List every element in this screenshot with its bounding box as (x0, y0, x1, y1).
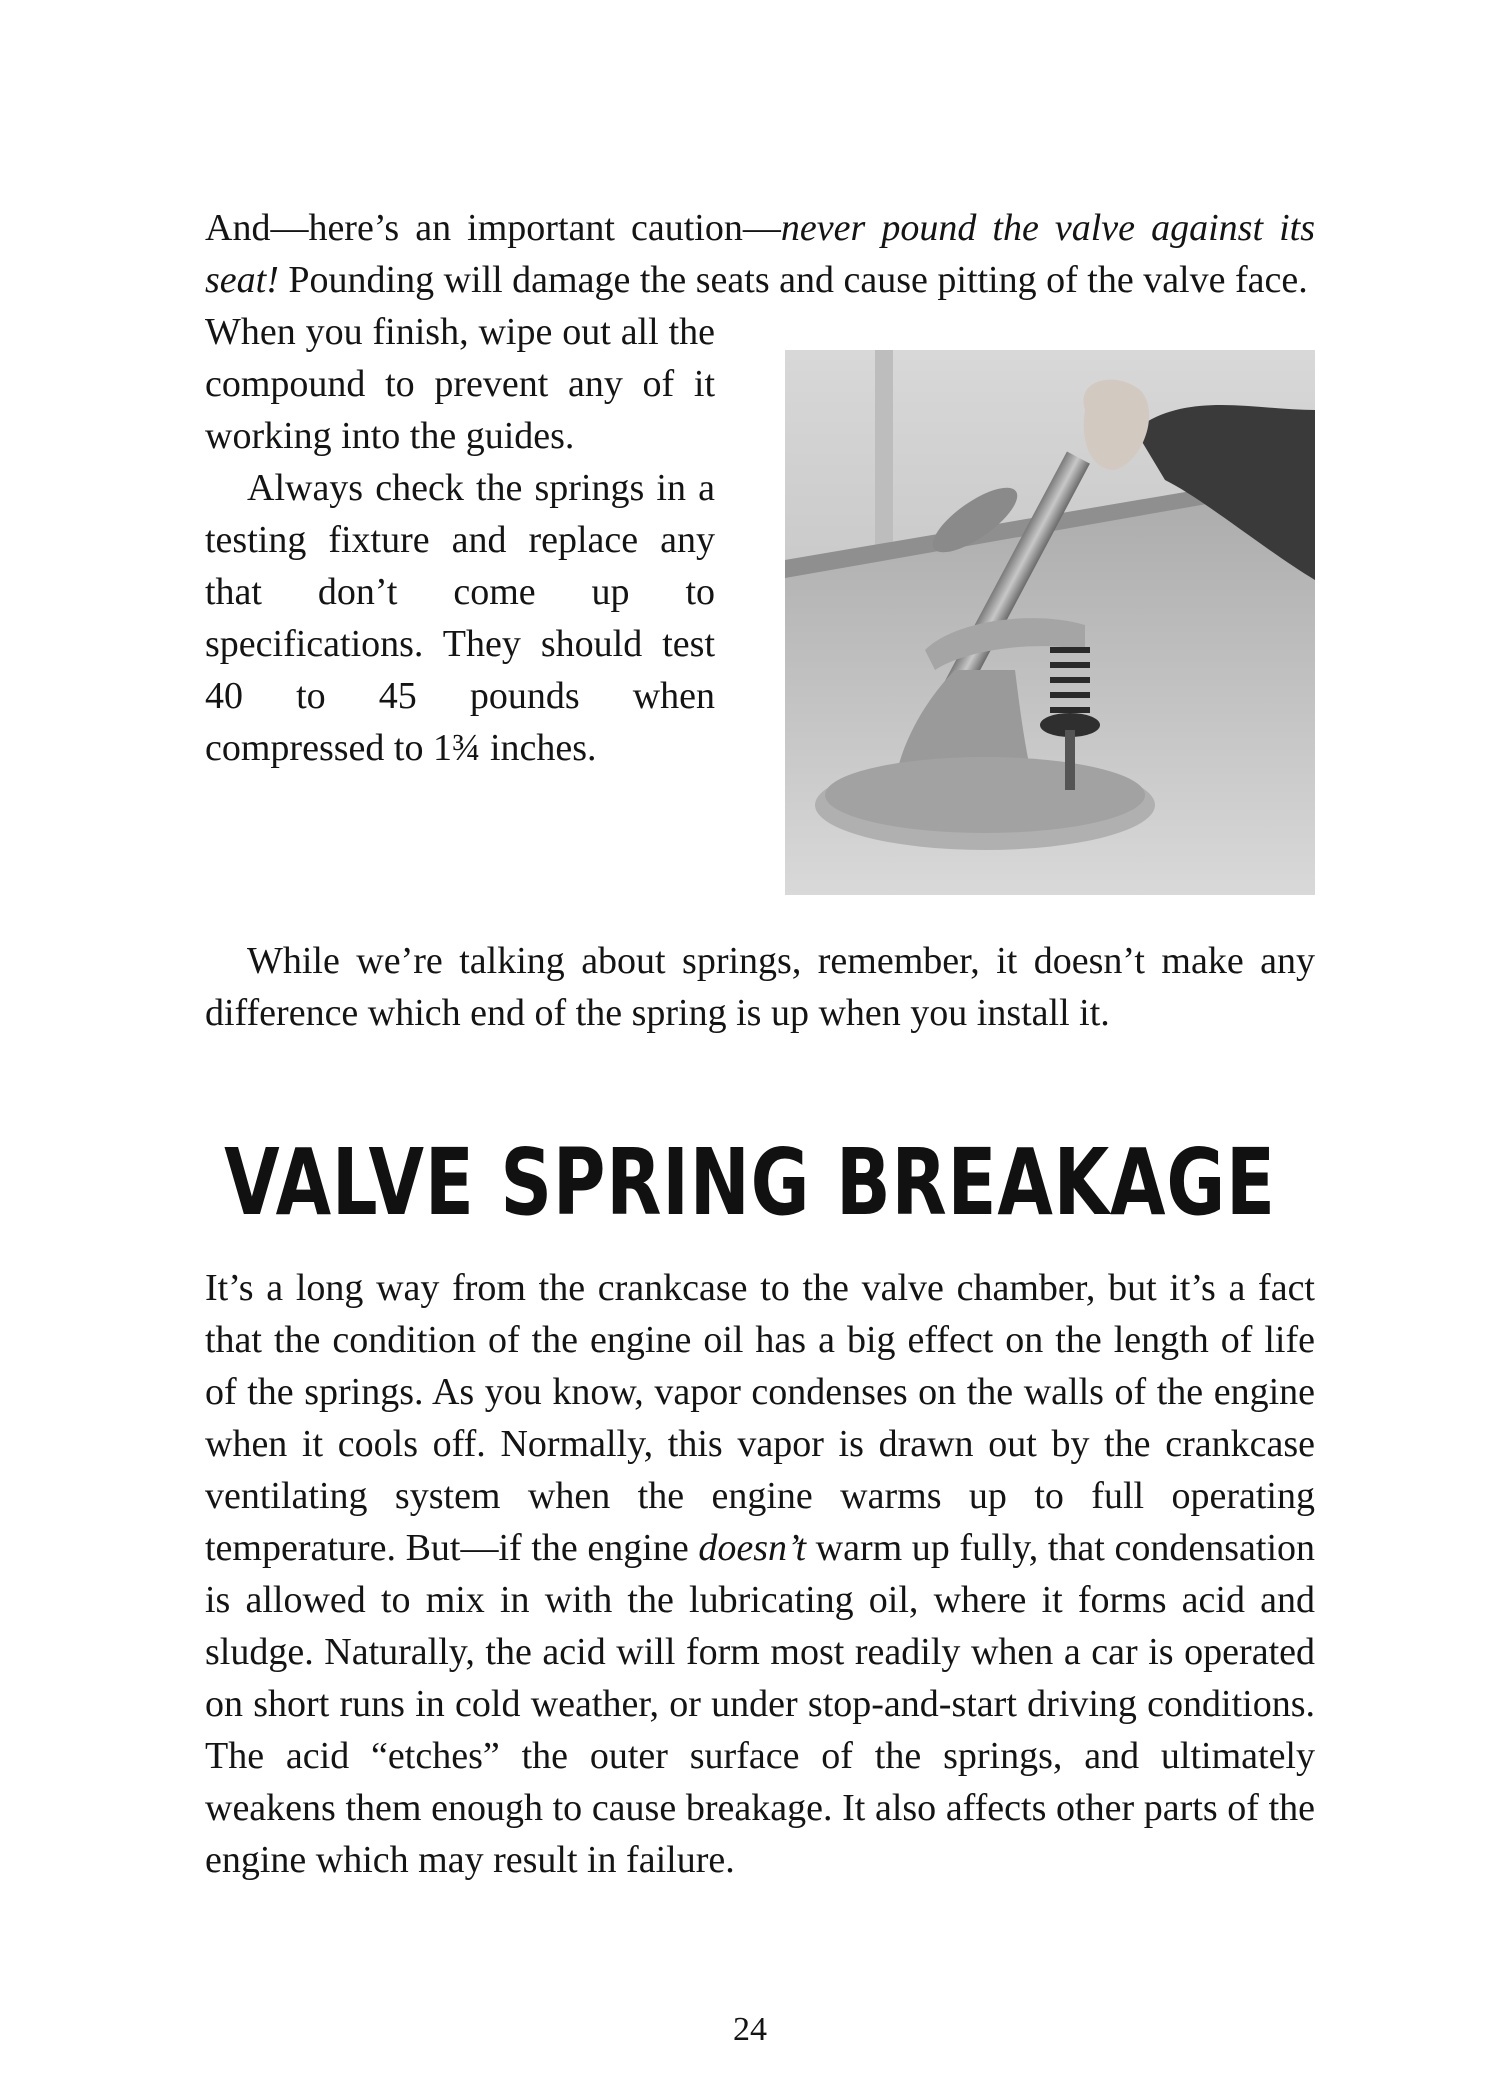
oil-text-emphasis: doesn’t (698, 1527, 806, 1569)
caution-emphasis: never pound the valve against its seat! (205, 207, 1315, 301)
oil-text-tail: warm up fully, that condensation is allowed to mix in with the lubricating oil, where it forms acid and sludge. Naturally, the acid will form most readily when a car is operated on short runs in cold weather, or under stop-and-start driving conditions. The acid “etches” the outer surface of the springs, and ultimately weakens them enough to cause breakage. It also affects other parts of the engine which may result in failure. (205, 1527, 1316, 1881)
paragraph-valve-caution (205, 202, 1315, 306)
oil-text-lead: It’s a long way from the crankcase to the valve chamber, but it’s a fact that the condition of the engine oil has a big effect on the length of life of the springs. As you know, vapor condenses on the walls of the engine when it cools off. Normally, this vapor is drawn out by the crankcase ventilating system when the engine warms up to full operating temperature. But—if the engine (205, 1267, 1315, 1569)
paragraph-spring-orientation: While we’re talking about springs, remember, it doesn’t make any difference which end of the spring is up when you install it. (205, 940, 1315, 1034)
caution-lead-text: And—here’s an important caution— (205, 207, 781, 249)
paragraph-check-springs: Always check the springs in a testing fixture and replace any that don’t come up to specifications. They should test 40 to 45 pounds when compressed to 1¾ inches. (205, 467, 715, 769)
text-beside-photo (205, 306, 715, 774)
page-number: 24 (733, 2011, 767, 2048)
photo-illustration (785, 350, 1315, 895)
paragraph-wipe-compound: When you finish, wipe out all the compound to prevent any of it working into the guides. (205, 311, 715, 457)
paragraph-oil-condition (205, 1262, 1315, 1886)
spring-testing-fixture-photo (785, 350, 1315, 895)
caution-tail-text: Pounding will damage the seats and cause pitting of the valve face. (278, 259, 1308, 301)
section-heading: VALVE SPRING BREAKAGE (224, 1129, 1276, 1236)
